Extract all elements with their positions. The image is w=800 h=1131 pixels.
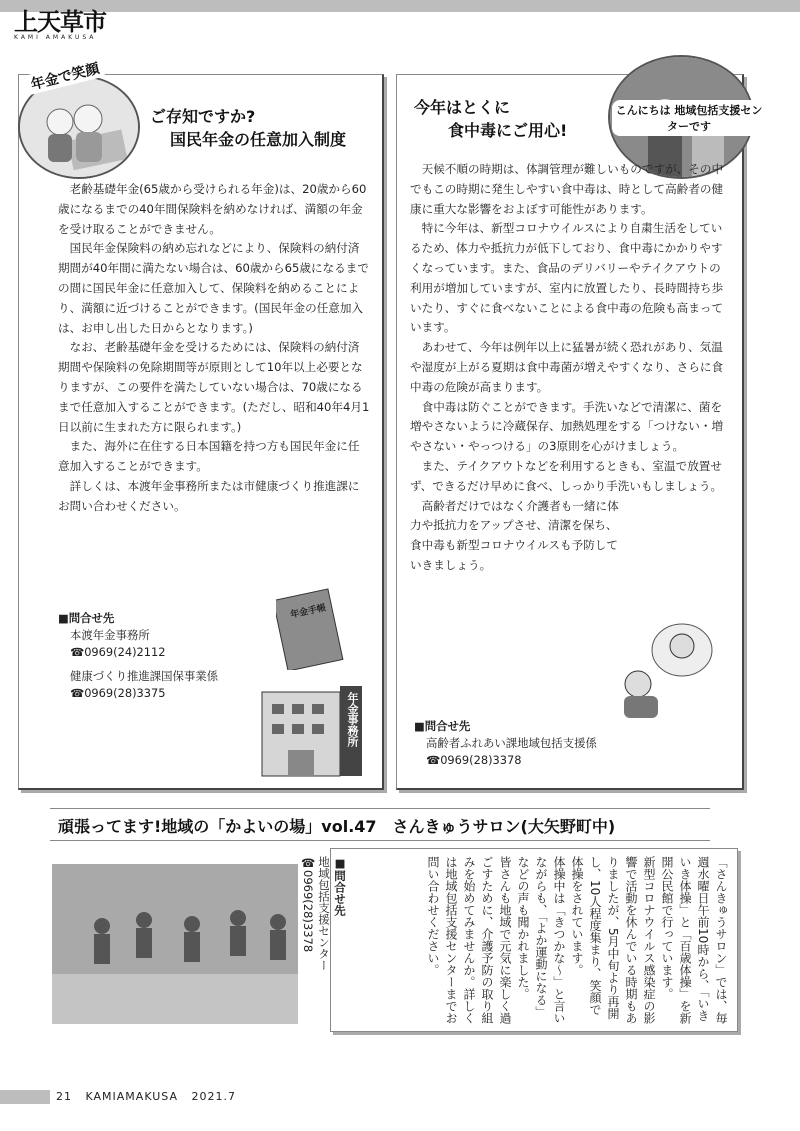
pension-book-illustration bbox=[276, 588, 344, 670]
food-paragraph: あわせて、今年は例年以上に猛暑が続く恐れがあり、気温や湿度が上がる夏期は食中毒菌が増えやすくなり、さらに食中毒の危険が高まります。 bbox=[410, 340, 724, 394]
footer-bar bbox=[0, 1090, 50, 1104]
stomachache-illustration bbox=[604, 616, 728, 720]
salon-paragraph: 体操中は「きつかな～」と言いながらも、「よか運動になる」などの声も聞かれました。 bbox=[516, 856, 566, 1024]
salon-paragraph: 皆さんも地域で元気に楽しく過ごすために、介護予防の取り組みを始めてみませんか。詳しくは地域包括支援センターまでお問い合わせください。 bbox=[426, 856, 512, 1024]
salon-contact-tel: ☎0969(28)3378 bbox=[301, 856, 315, 953]
food-contact-tel: ☎0969(28)3378 bbox=[426, 753, 522, 768]
food-body bbox=[410, 160, 728, 576]
food-title-line1: 今年はとくに bbox=[414, 98, 511, 117]
salon-paragraph: 「さんきゅうサロン」では、毎週水曜日午前10時から、「いきいき体操」と「百歳体操」を新開公民館で行っています。 bbox=[660, 856, 728, 1024]
magazine-name: KAMIAMAKUSA bbox=[85, 1090, 179, 1103]
salon-contact-org: 地域包括支援センター bbox=[317, 856, 331, 971]
pension-title-line1: ご存知ですか? bbox=[150, 107, 256, 126]
salon-contact-heading: ■問合せ先 bbox=[333, 856, 347, 916]
masthead-title: 上天草市 bbox=[14, 7, 106, 36]
pension-contact bbox=[58, 610, 258, 702]
pension-contact-heading: ■問合せ先 bbox=[58, 611, 115, 625]
pension-office-sign: 年金事務所 bbox=[346, 692, 359, 747]
pension-contact-tel1: ☎0969(24)2112 bbox=[70, 645, 166, 660]
food-paragraph: 高齢者だけではなく介護者も一緒に体力や抵抗力をアップさせ、清潔を保ち、食中毒も新型コロナウイルスも予防していきましょう。 bbox=[410, 498, 619, 572]
salon-body bbox=[340, 856, 730, 1026]
pension-contact-tel2: ☎0969(28)3375 bbox=[70, 685, 166, 700]
masthead-subtitle: KAMI AMAKUSA bbox=[14, 34, 97, 41]
food-title-line2: 食中毒にご用心! bbox=[448, 121, 568, 140]
pension-contact-org2: 健康づくり推進課国保事業係 bbox=[70, 668, 219, 683]
pension-body bbox=[58, 180, 370, 517]
salon-contact bbox=[300, 856, 348, 1026]
pension-paragraph: 老齢基礎年金(65歳から受けられる年金)は、20歳から60歳になるまでの40年間保険料を納めなければ、満額の年金を受け取ることができません。 bbox=[58, 182, 367, 236]
pension-paragraph: なお、老齢基礎年金を受けるためには、保険料の納付済期間や保険料の免除期間等が原則として10年以上必要となりますが、この要件を満たしていない場合は、70歳になるまで任意加入することができます。(ただし、昭和40年4月1日以前に生まれた方に限られます。) bbox=[58, 340, 370, 434]
salon-paragraph: 新型コロナウイルス感染症の影響で活動を休んでいる時期もありましたが、5月中旬より再開し、10人程度集まり、笑顔で体操をされています。 bbox=[570, 856, 656, 1024]
bottom-bottom-rule bbox=[50, 840, 710, 841]
salon-title: 頑張ってます!地域の「かよいの場」vol.47 さんきゅうサロン(大矢野町中) bbox=[58, 817, 616, 836]
pension-paragraph: 詳しくは、本渡年金事務所または市健康づくり推進課にお問い合わせください。 bbox=[58, 478, 360, 513]
masthead-logo bbox=[14, 7, 114, 42]
pension-contact-org1: 本渡年金事務所 bbox=[70, 628, 150, 643]
pension-paragraph: 国民年金保険料の納め忘れなどにより、保険料の納付済期間が40年間に満たない場合は、60歳から65歳になるまでの間に国民年金に任意加入して、保険料を納めることにより、満額に近づけることができます。(国民年金の任意加入は、お申し出した日からとなります。) bbox=[58, 241, 369, 335]
food-contact bbox=[414, 718, 714, 770]
food-paragraph: また、テイクアウトなどを利用するときも、室温で放置せず、できるだけ早めに食べ、しっかり手洗いもしましょう。 bbox=[410, 458, 723, 493]
food-contact-org: 高齢者ふれあい課地域包括支援係 bbox=[426, 736, 597, 751]
pension-book-label: 年金手帳 bbox=[289, 603, 327, 621]
pension-badge-label: 年金で笑顔 bbox=[25, 57, 106, 95]
issue-date: 2021.7 bbox=[191, 1090, 237, 1103]
pension-office-illustration bbox=[258, 684, 366, 778]
footer-info bbox=[56, 1090, 236, 1103]
top-bar bbox=[0, 0, 800, 12]
bottom-top-rule bbox=[50, 808, 710, 809]
page-number: 21 bbox=[56, 1090, 72, 1103]
food-contact-heading: ■問合せ先 bbox=[414, 719, 471, 733]
pension-title-line2: 国民年金の任意加入制度 bbox=[170, 130, 347, 149]
food-paragraph: 特に今年は、新型コロナウイルスにより自粛生活をしているため、体力や抵抗力が低下しており、食中毒にかかりやすくなっています。また、食品のデリバリーやテイクアウトの利用が増加していますが、室内に放置したり、長時間持ち歩いたり、すぐに食べないことによる食中毒の危険も高まっています。 bbox=[410, 221, 724, 335]
pension-paragraph: また、海外に在住する日本国籍を持つ方も国民年金に任意加入することができます。 bbox=[58, 439, 360, 474]
food-paragraph: 食中毒は防ぐことができます。手洗いなどで清潔に、菌を増やさないように冷蔵保存、加熱処理をする「つけない・増やさない・やっつける」の3原則を心がけましょう。 bbox=[410, 399, 724, 454]
center-badge-label: こんにちは 地域包括支援センターです bbox=[612, 100, 766, 136]
salon-exercise-photo bbox=[52, 864, 298, 1024]
food-paragraph: 天候不順の時期は、体調管理が難しいものですが、その中でもこの時期に発生しやすい食中毒は、時として高齢者の健康に重大な影響をおよぼす可能性があります。 bbox=[410, 162, 724, 216]
